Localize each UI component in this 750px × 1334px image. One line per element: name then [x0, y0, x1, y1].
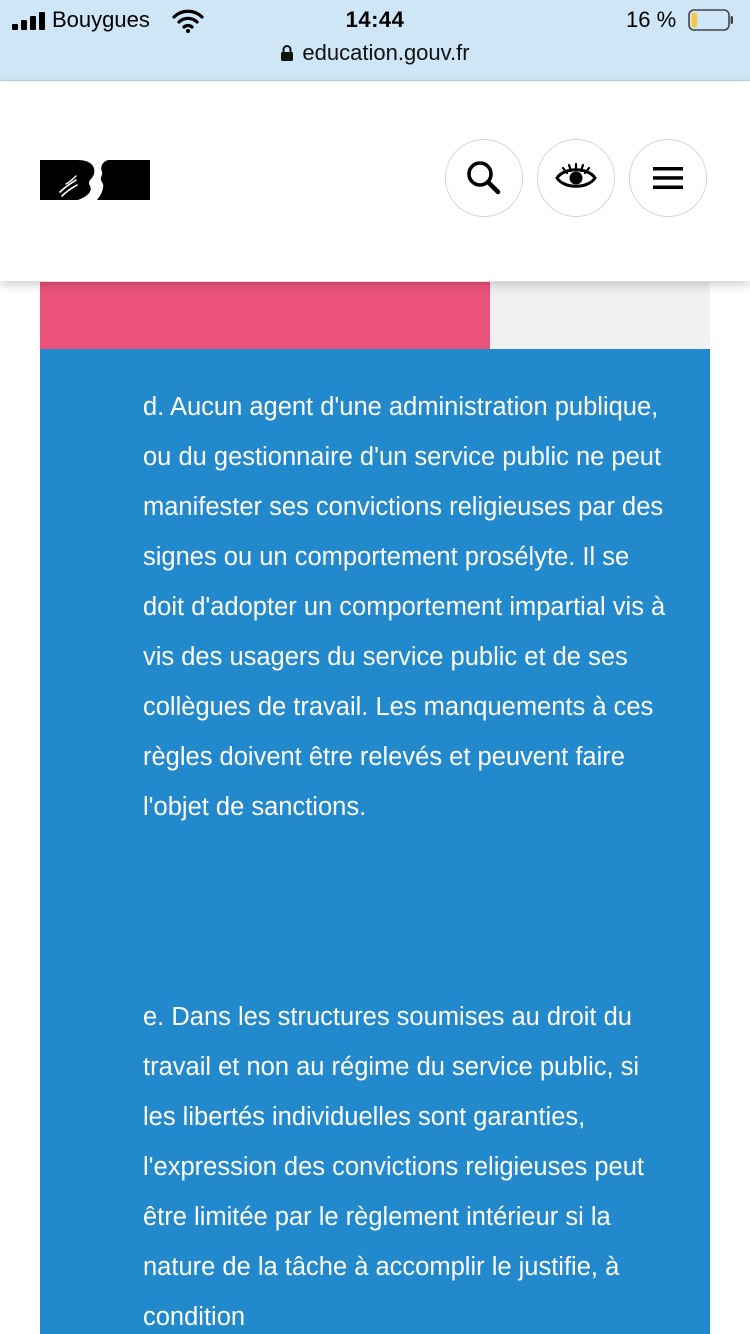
- eye-icon: [554, 161, 598, 195]
- display-settings-button[interactable]: [537, 139, 615, 217]
- status-bar: [0, 0, 750, 81]
- carrier-name: Bouygues: [52, 7, 150, 32]
- content-panel: [40, 349, 710, 1334]
- lock-icon: [280, 44, 294, 62]
- search-button[interactable]: [445, 139, 523, 217]
- menu-button[interactable]: [629, 139, 707, 217]
- search-icon: [464, 158, 504, 198]
- marianne-logo[interactable]: [40, 160, 150, 200]
- battery-percentage: 16 %: [626, 7, 677, 32]
- url-text: education.gouv.fr: [302, 40, 470, 65]
- clock-time: 14:44: [345, 7, 405, 32]
- address-bar[interactable]: [0, 40, 750, 66]
- paragraph-e: e. Dans les structures soumises au droit du travail et non au régime du service public, si les libertés individuelles sont garanties, l'expression des convictions religieuses peut être limitée par le règlement intérieur si la nature de la tâche à accomplir le justifie, à condition: [143, 1003, 644, 1331]
- pink-accent-band: [40, 282, 490, 349]
- battery-icon: [688, 9, 734, 31]
- site-header: [0, 81, 750, 281]
- grey-accent-band: [490, 282, 710, 349]
- hamburger-menu-icon: [653, 166, 683, 190]
- paragraph-d: d. Aucun agent d'une administration publique, ou du gestionnaire d'un service public ne peut manifester ses convictions religieuses par des signes ou un comportement prosélyte. Il se doit d'adopter un comportement impartial vis à vis des usagers du service public et de ses collègues de travail. Les manquements à ces règles doivent être relevés et peuvent faire l'objet de sanctions.: [143, 393, 666, 821]
